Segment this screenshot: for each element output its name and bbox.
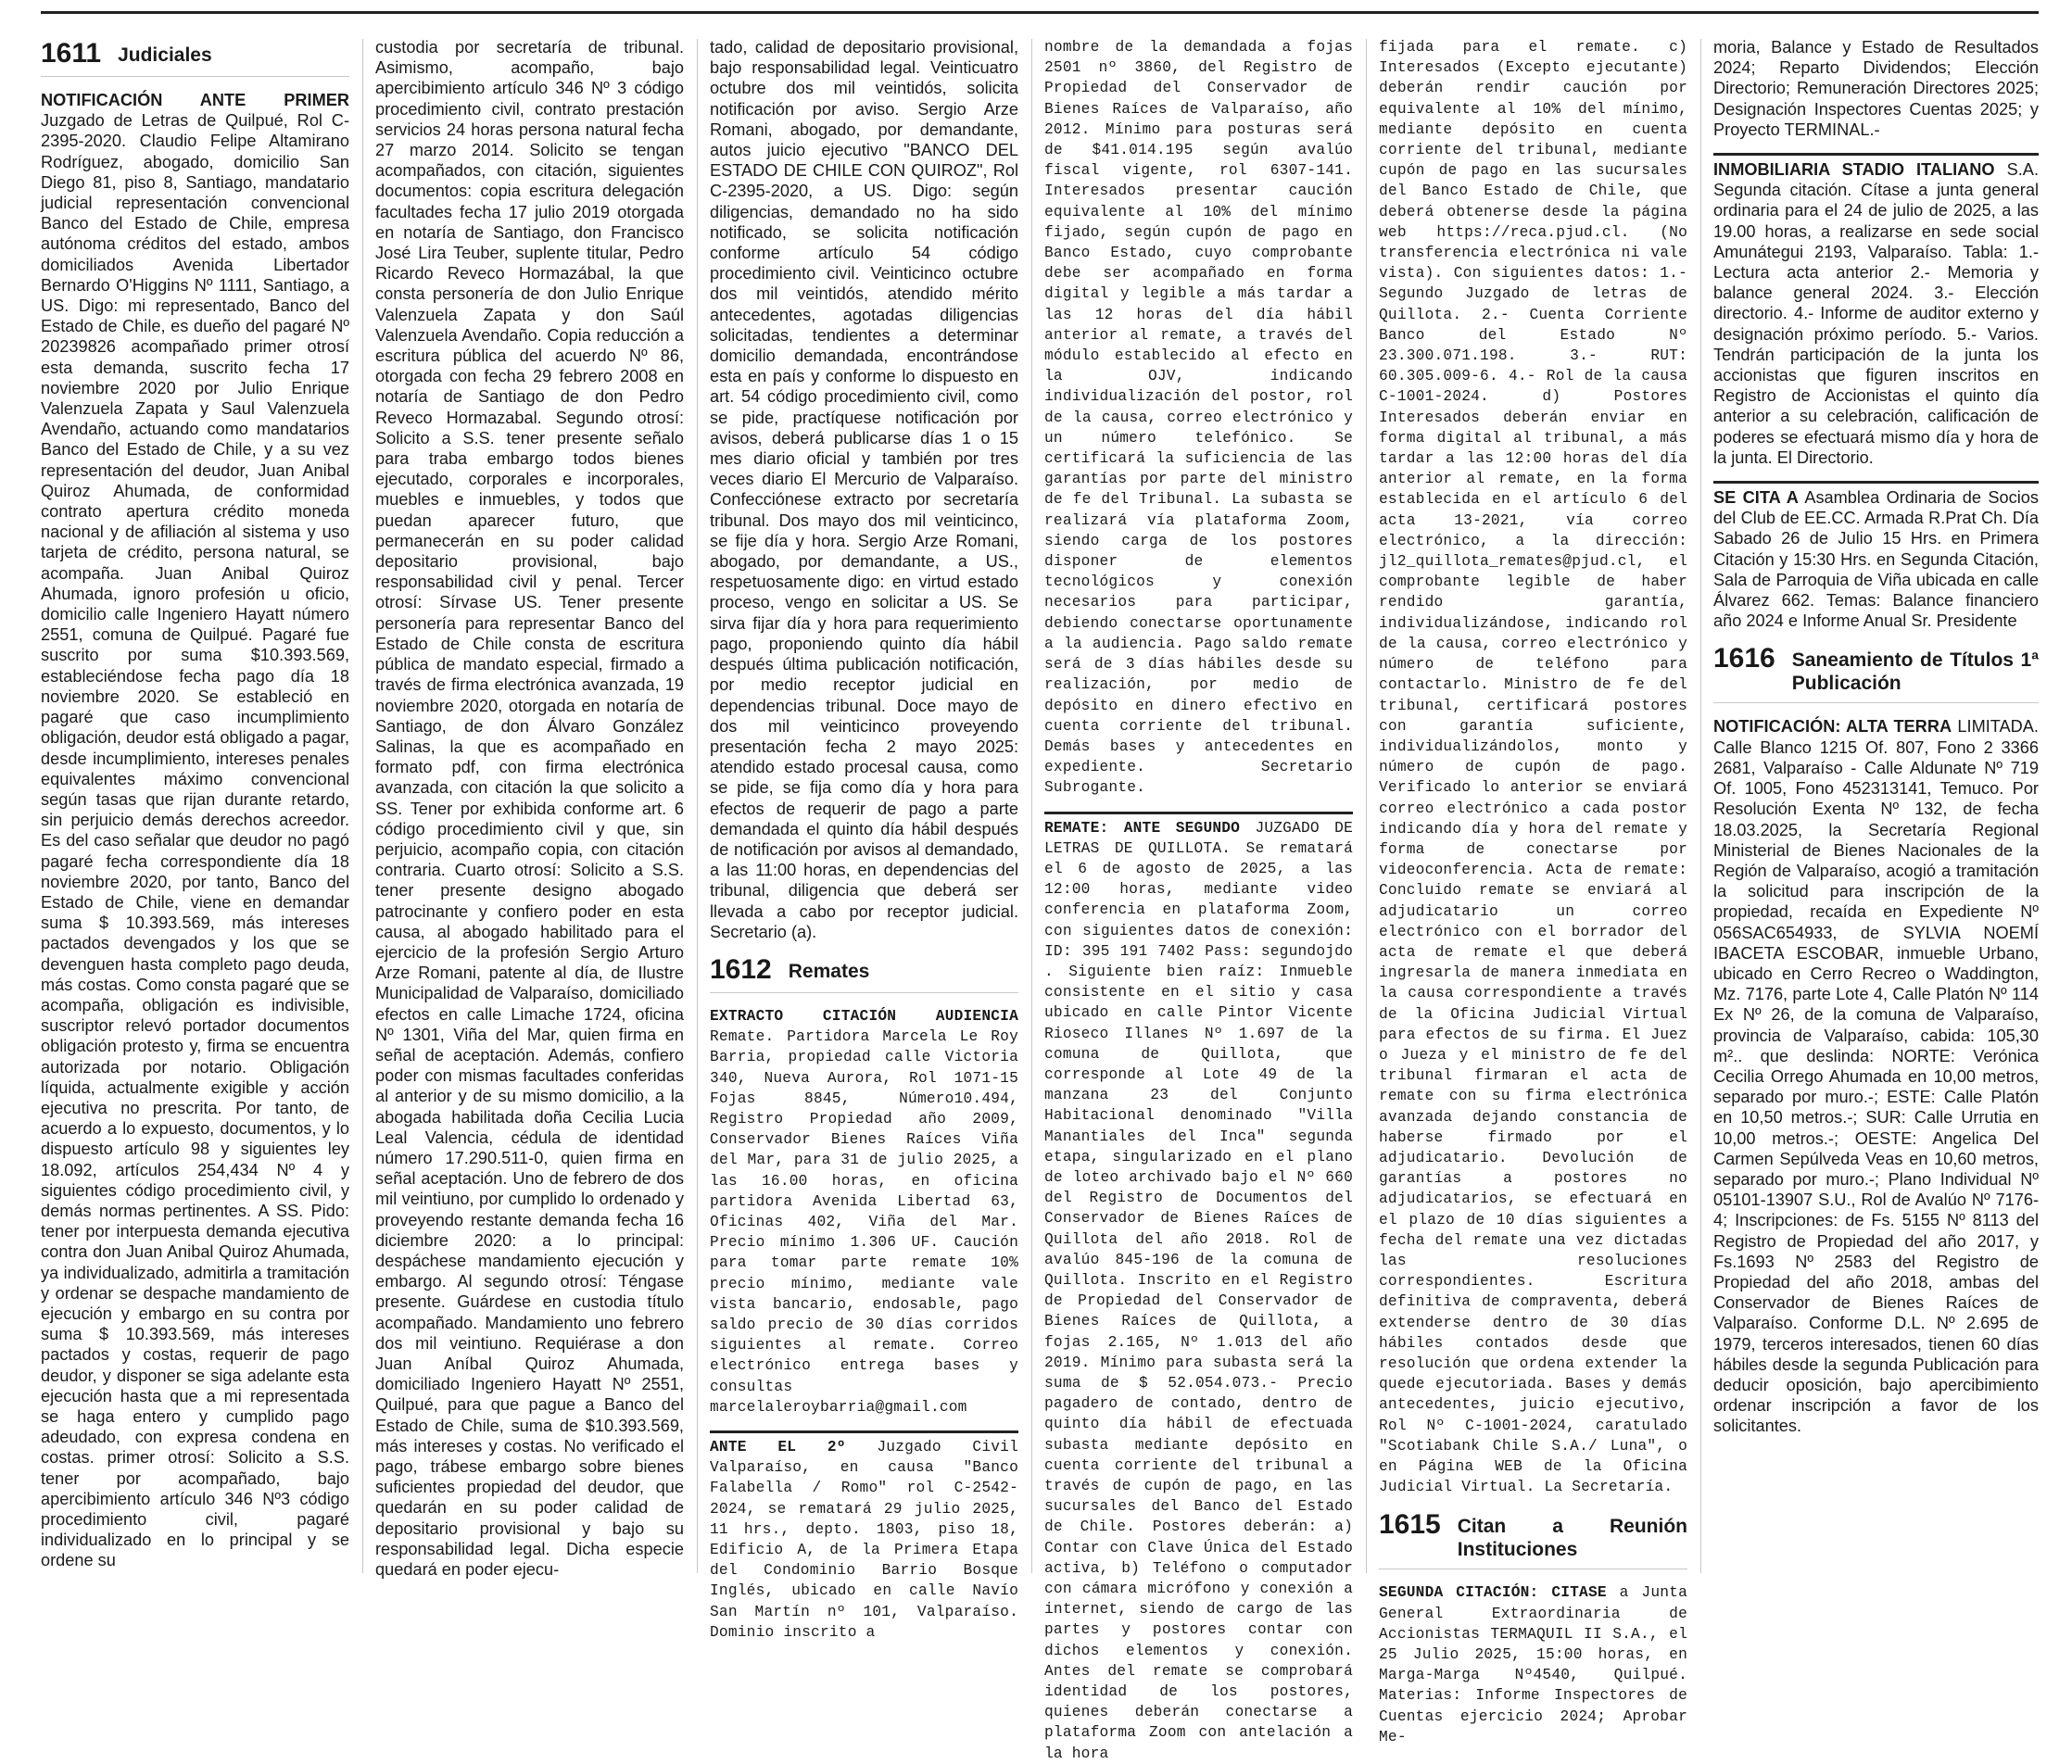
section-title: Remates xyxy=(788,960,870,982)
section-header-judiciales xyxy=(41,39,349,77)
notice-lead: SEGUNDA CITACIÓN: CITASE xyxy=(1379,1584,1607,1602)
section-header-remates xyxy=(710,955,1018,993)
notice-continuation: tado, calidad de depositario provisional, bajo responsabilidad legal. Veinticuatro octubre dos mil veintidós, solicita notificación por aviso. Sergio Arze Romani, abogado, por demandante, autos juicio ejecutivo "BANCO DEL ESTADO DE CHILE CON QUIROZ", Rol C-2395-2020, a US. Digo: según diligencias, demandado no ha sido notificado, se solicita notificación conforme artículo 54 código procedimiento civil. Veinticinco octubre dos mil veintidós, atendido mérito antecedentes, agotadas diligencias solicitadas, tendientes a determinar domicilio demandada, encontrándose esta en país y conforme lo dispuesto en art. 54 código procedimiento civil, como se pide, practíquese notificación por avisos, deberá publicarse días 1 o 15 mes diario oficial y también por tres veces diario El Mercurio de Valparaíso. Confecciónese extracto por secretaría tribunal. Dos mayo dos mil veinticinco, se fije día y hora. Sergio Arze Romani, abogado, por demandante, a US., respetuosamente digo: en virtud estado proceso, vengo en solicitar a US. Se sirva fijar día y hora para requerimiento pago, proponiendo quinto día hábil después última publicación notificación, por medio receptor judicial en dependencias tribunal. Doce mayo de dos mil veinticinco proveyendo presentación fecha 2 mayo 2025: atendido estado procesal causa, como se pide, se fija como día y hora para efectos de requerir de pago a parte demandada el quinto día hábil después de notificación por avisos al demandado, a las 11:00 horas, en dependencias del tribunal, diligencia que deberá ser llevada a cabo por receptor judicial. Secretario (a). xyxy=(710,38,1018,941)
section-title: Saneamiento de Títulos 1ª Publicación xyxy=(1791,649,2039,695)
section-number: 1616 xyxy=(1713,643,1775,674)
notice-continuation: fijada para el remate. c) Interesados (Excepto ejecutante) deberán rendir caución por equivalente al 10% del mínimo, mediante depósito en cuenta corriente del tribunal, mediante cupón de pago en las sucursales del Banco Estado de Chile, que deberá obtenerse desde la página web https://reca.pjud.cl. (No transferencia electrónica ni vale vista). Con siguientes datos: 1.- Segundo Juzgado de letras de Quillota. 2.- Cuenta Corriente Banco del Estado Nº 23.300.071.198. 3.- RUT: 60.305.009-6. 4.- Rol de la causa C-1001-2024. d) Postores Interesados deberán enviar en forma digital al tribunal, a más tardar a las 12:00 horas del día anterior al remate, en la forma establecida en el artículo 6 del acta 13-2021, vía correo electrónico, a la dirección: jl2_quillota_remates@pjud.cl, el comprobante legible de haber rendido garantía, individualizándose, indicando rol de la causa, correo electrónico y número de teléfono para contactarlo. Ministro de fe del tribunal, certificará postores con garantía suficiente, individualizándolos, monto y número de cupón de pago. Verificado lo anterior se enviará correo electrónico a cada postor indicando día y hora del remate y forma de conectarse por videoconferencia. Acta de remate: Concluido remate se enviará al adjudicatario un correo electrónico con el borrador del acta de remate el que deberá ingresarla de manera inmediata en la causa correspondiente a través de la Oficina Judicial Virtual para efectos de su firma. El Juez o Jueza y el ministro de fe del tribunal firmaran el acta de remate con su firma electrónica avanzada dejando constancia de haberse firmado por el adjudicatario. Devolución de garantías a postores no adjudicatarios, se efectuará en el plazo de 10 días siguientes a fecha del remate una vez dictadas las resoluciones correspondientes. Escritura definitiva de compraventa, deberá extenderse dentro de 30 días hábiles contados desde que resolución que ordena extender la quede ejecutoriada. Bases y demás antecedentes, juicio ejecutivo, Rol Nº C-1001-2024, caratulado "Scotiabank Chile S.A./ Luna", o en Página WEB de la Oficina Judicial Virtual. La Secretaría. xyxy=(1379,39,1687,1496)
notice-lead: ANTE EL 2º xyxy=(710,1439,846,1455)
notice-continuation: custodia por secretaría de tribunal. Asimismo, acompaño, bajo apercibimiento artículo 346 Nº 3 código procedimiento civil, contrato prestación servicios 24 horas persona natural fecha 27 marzo 2014. Solicito se tengan acompañados, con citación, siguientes documentos: copia escritura delegación facultades fecha 17 julio 2019 otorgada en notaría de Santiago, don Francisco José Lira Teuber, suplente titular, Pedro Ricardo Reveco Hormazábal, la que consta personería de don Julio Enrique Valenzuela Zapata y don Saúl Valenzuela Avendaño. Copia reducción a escritura pública del acuerdo Nº 86, otorgada con fecha 29 febrero 2008 en notaría de Santiago de don Pedro Reveco Hormazabal. Segundo otrosí: Solicito a S.S. tener presente señalo para traba embargo todos bienes ejecutado, corporales e incorporales, muebles e inmuebles, y todos que puedan aparecer futuro, que permanecerán en su poder calidad depositario provisional, bajo responsabilidad civil y penal. Tercer otrosí: Sírvase US. Tener presente personería para representar Banco del Estado de Chile consta de escritura pública de mandato especial, firmado a través de firma electrónica avanzada, 19 noviembre 2020, otorgada en notaría de Santiago, de don Álvaro González Salinas, la que es acompañado en formato pdf, con firma electrónica avanzada, con citación la que solicito a SS. Tener por exhibida conforme art. 6 código procedimiento civil y que, sin perjuicio, acompaño copia, con citación contraria. Cuarto otrosí: Solicito a S.S. tener presente designo abogado patrocinante y confiero poder en esta causa, al abogado habilitado para el ejercicio de la profesión Sergio Arturo Arze Romani, patente al día, de Ilustre Municipalidad de Valparaíso, domiciliado efectos en calle Limache 1724, oficina Nº 1301, Viña del Mar, quien firma en señal de aceptación. Además, confiero poder con mismas facultades conferidas al anterior y de su mismo domicilio, a la abogada habilitada doña Cecilia Lucia Leal Valencia, cédula de identidad número 17.290.511-0, quien firma en señal aceptación. Uno de febrero de dos mil veintiuno, por cumplido lo ordenado y proveyendo restante demanda fecha 16 diciembre 2020: a lo principal: despáchese mandamiento ejecución y embargo. Al segundo otrosí: Téngase presente. Guárdese en custodia título acompañado. Mandamiento uno febrero dos mil veintiuno. Requiérase a don Juan Aníbal Quiroz Ahumada, domiciliado Ingeniero Hayatt Nº 2551, Quilpué, para que pague a Banco del Estado de Chile, suma de $10.393.569, más intereses y costas. No verificado el pago, trábese embargo sobre bienes suficientes propiedad del deudor, que quedarán en su poder calidad de depositario provisional y bajo su responsabilidad legal. Dicha especie quedará en poder ejecu- xyxy=(375,38,684,1580)
notice-continuation: nombre de la demandada a fojas 2501 nº 3860, del Registro de Propiedad del Conservador de Bienes Raíces de Valparaíso, año 2012. Mínimo para posturas será de $41.014.195 según avalúo fiscal vigente, rol 6307-141. Interesados presentar caución equivalente al 10% del mínimo fijado, según cupón de pago en Banco Estado, cuyo comprobante debe ser acompañado en forma digital y legible a más tardar a las 12 horas del día hábil anterior al remate, a través del módulo establecido al efecto en la OJV, indicando individualización del postor, rol de la causa, correo electrónico y un número telefónico. Se certificará la suficiencia de las garantías por parte del ministro de fe del Tribunal. La subasta se realizará vía plataforma Zoom, siendo carga de los postores disponer de elementos tecnológicos y conexión necesarios para participar, debiendo conectarse oportunamente a la audiencia. Pago saldo remate será de 3 días hábiles desde su realización, por medio de depósito en dinero efectivo en cuenta corriente del tribunal. Demás bases y antecedentes en expediente. Secretario Subrogante. xyxy=(1044,39,1353,797)
notice-body: LIMITADA. Calle Blanco 1215 Of. 807, Fono 2 3366 2681, Valparaíso - Calle Aldunate Nº 719 Of. 1005, Fono 452313141, Temuco. Por Resolución Exenta Nº 132, de fecha 18.03.2025, la Secretaría Regional Ministerial de Bienes Nacionales de la Región de Valparaíso, acogió a tramitación la solicitud para inscripción de la propiedad, recaída en Expediente Nº 056SAC654933, de SYLVIA NOEMÍ IBACETA ESCOBAR, inmueble Urbano, ubicado en Cerro Recreo o Waddington, Mz. 7176, parte Lote 4, Calle Platón Nº 114 Ex Nº 26, de la comuna de Valparaíso, provincia de Valparaíso, cabida: 105,30 m².. que deslinda: NORTE: Verónica Cecilia Orrego Ahumada en 10,00 metros, separado por muro.-; ESTE: Calle Platón en 10,50 metros.-; SUR: Calle Urrutia en 10,00 metros.-; OESTE: Angelica Del Carmen Sepúlveda Veas en 10,60 metros, separado por muro.-; Plano Individual Nº 05101-13907 S.U., Rol de Avalúo Nº 7176-4; Inscripciones: de Fs. 5155 Nº 8113 del Registro de Propiedad del año 2017, y Fs.1693 Nº 2583 del Registro de Propiedad del año 2018, ambas del Conservador de Bienes Raíces de Valparaíso. Conforme D.L. Nº 2.695 de 1979, terceros interesados, tienen 60 días hábiles desde la segunda Publicación para deducir oposición, bajo apercibimiento ordenar inscripción a favor de los solicitantes. xyxy=(1713,717,2039,1436)
column-divider xyxy=(362,39,363,1573)
column-3 xyxy=(710,37,1019,1641)
section-number: 1615 xyxy=(1379,1509,1441,1541)
notice-notificacion-primer xyxy=(41,90,349,1571)
notice-body: Juzgado de Letras de Quilpué, Rol C-2395-2020. Claudio Felipe Altamirano Rodríguez, abogado, domicilio San Diego 81, piso 8, Santiago, mandatario judicial representación convencional Banco del Estado de Chile, empresa autónoma créditos del estado, ambos domiciliados Avenida Libertador Bernardo O'Higgins Nº 1111, Santiago, a US. Digo: mi representado, Banco del Estado de Chile, es dueño del pagaré Nº 20239826 acompañado primer otrosí esta demanda, suscrito fecha 17 noviembre 2020 por Julio Enrique Valenzuela Zapata y Saul Valenzuela Avendaño, actuando como mandatarios Banco del Estado de Chile, y a su vez representación del deudor, Juan Anibal Quiroz Ahumada, de conformidad contrato apertura crédito moneda nacional y de afiliación al sistema y uso tarjeta de crédito, persona natural, se acompaña. Juan Anibal Quiroz Ahumada, ignoro profesión u oficio, domicilio calle Ingeniero Hayatt número 2551, comuna de Quilpué. Pagaré fue suscrito por suma $10.393.569, estableciéndose fecha pago día 18 noviembre 2020. Se estableció en pagaré que caso incumplimiento obligación, deudor está obligado a pagar, desde incumplimiento, intereses penales equivalentes máximo convencional según tasas que rijan durante retardo, sin perjuicio demás derechos acreedor. Es del caso señalar que deudor no pagó pagaré fecha correspondiente día 18 noviembre 2020, por tanto, Banco del Estado de Chile, viene en demandar suma $ 10.393.569, más intereses pactados devengados y los que se devenguen hasta completo pago deuda, más costas. Como consta pagaré que se acompaña, obligación es indivisible, suscriptor relevó portador documentos obligación protesto y, firma se encuentra autorizada por notario. Obligación líquida, actualmente exigible y acción ejecutiva no prescrita. Por tanto, de acuerdo a lo expuesto, documentos, y lo dispuesto artículo 98 y siguientes ley 18.092, artículos 254,434 Nº 4 y siguientes código procedimiento civil, y demás normas pertinentes. A SS. Pido: tener por interpuesta demanda ejecutiva contra don Juan Anibal Quiroz Ahumada, ya individualizado, admitirla a tramitación y ordenar se despache mandamiento de ejecución y embargo en su contra por suma $ 10.393.569, más intereses pactados y costas, requerir de pago deudor, y disponer se siga adelante esta ejecución hasta que a mi representada se haga entero y cumplido pago adeudado, con expresa condena en costas. primer otrosí: Solicito a S.S. tener por acompañado, bajo apercibimiento artículo 346 Nº3 código procedimiento civil, pagaré individualizado en lo principal y se ordene su xyxy=(41,111,349,1570)
notice-lead: NOTIFICACIÓN: ALTA TERRA xyxy=(1713,717,1952,737)
notice-ante-el-2 xyxy=(710,1430,1018,1643)
notice-body: JUZGADO DE LETRAS DE QUILLOTA. Se rematará el 6 de agosto de 2025, a las 12:00 horas, mediante video conferencia en plataforma Zoom, con siguientes datos de conexión: ID: 395 191 7402 Pass: segundojdo . Siguiente bien raíz: Inmueble consistente en el sitio y casa ubicado en calle Pintor Vicente Rioseco Illanes Nº 1.697 de la comuna de Quillota, que corresponde al Lote 49 de la manzana 23 del Conjunto Habitacional denominado "Villa Manantiales del Inca" segunda etapa, singularizado en el plano de loteo archivado bajo el Nº 660 del Registro de Documentos del Conservador de Bienes Raíces de Quillota del año 2018. Rol de avalúo 845-196 de la comuna de Quillota. Inscrito en el Registro de Propiedad del Conservador de Bienes Raíces de Quillota, a fojas 2.165, Nº 1.013 del año 2019. Mínimo para subasta será la suma de $ 52.054.073.- Precio pagadero de contado, dentro de quinto día hábil de efectuada subasta mediante depósito en cuenta corriente del tribunal a través de cupón de pago, en las sucursales del Banco del Estado de Chile. Postores deberán: a) Contar con Clave Única del Estado activa, b) Teléfono o computador con cámara micrófono y conexión a internet, siendo de cargo de las partes y postores contar con dichos elementos y conexión. Antes del remate se comprobará identidad de los postores, quienes deberán conectarse a plataforma Zoom con antelación a la hora xyxy=(1044,819,1353,1762)
notice-lead: INMOBILIARIA STADIO ITALIANO xyxy=(1713,160,1995,180)
column-5 xyxy=(1379,37,1688,1745)
notice-body: Asamblea Ordinaria de Socios del Club de EE.CC. Armada R.Prat Ch. Día Sabado 26 de Julio 15 Hrs. en Primera Citación y 15:30 Hrs. en Segunda Citación, Sala de Parroquia de Viña ubicada en calle Álvarez 662. Temas: Balance financiero año 2024 e Informe Anual Sr. Presidente xyxy=(1713,488,2039,631)
newspaper-page xyxy=(41,11,2039,1762)
notice-inmobiliaria-stadio xyxy=(1713,153,2039,468)
column-2 xyxy=(375,37,684,1580)
notice-lead: SE CITA A xyxy=(1713,488,1799,508)
notice-alta-terra xyxy=(1713,716,2039,1436)
section-number: 1612 xyxy=(710,953,772,985)
section-number: 1611 xyxy=(41,38,102,69)
column-divider xyxy=(697,39,698,1573)
notice-body: S.A. Segunda citación. Cítase a junta general ordinaria para el 24 de julio de 2025, a las 19.00 horas, a realizarse en sede social Amunátegui 2193, Valparaíso. Tabla: 1.- Lectura acta anterior 2.- Memoria y balance general 2024. 3.- Elección directorio. 4.- Informe de auditor externo y designación próximo período. 5.- Varios. Tendrán participación de la junta los accionistas que figuren inscritos en Registro de Accionistas el quinto día anterior a su celebración, calificación de poderes se efectuará mismo día y hora de la junta. El Directorio. xyxy=(1713,160,2039,467)
column-divider xyxy=(1700,39,1701,1573)
notice-segunda-citacion xyxy=(1379,1582,1687,1747)
notice-body: Juzgado Civil Valparaíso, en causa "Banco Falabella / Romo" rol C-2542-2024, se rematará 29 julio 2025, 11 hrs., depto. 1803, piso 18, Edificio A, de la Primera Etapa del Condominio Barrio Bosque Inglés, ubicado en calle Navío San Martín nº 101, Valparaíso. Dominio inscrito a xyxy=(710,1439,1019,1641)
column-4 xyxy=(1044,37,1353,1762)
notice-lead: REMATE: ANTE SEGUNDO xyxy=(1044,819,1241,837)
section-title: Citan a Reunión Instituciones xyxy=(1457,1516,1687,1561)
section-title: Judiciales xyxy=(118,44,212,66)
top-rule xyxy=(41,11,2039,14)
notice-continuation: moria, Balance y Estado de Resultados 2024; Reparto Dividendos; Elección Directorio; Remuneración Directores 2025; Designación Inspectores Cuentas 2025; y Proyecto TERMINAL.- xyxy=(1713,38,2039,139)
column-divider xyxy=(1031,39,1032,1573)
column-divider xyxy=(1366,39,1367,1573)
notice-body: a Junta General Extraordinaria de Accionistas TERMAQUIL II S.A., el 25 Julio 2025, 15:00 horas, en Marga-Marga Nº4540, Quilpué. Materias: Informe Inspectores de Cuentas ejercicio 2024; Aprobar Me- xyxy=(1379,1584,1688,1745)
notice-se-cita xyxy=(1713,481,2039,631)
notice-lead: NOTIFICACIÓN ANTE PRIMER xyxy=(41,91,349,109)
column-1 xyxy=(41,37,349,1575)
notice-lead: EXTRACTO CITACIÓN AUDIENCIA xyxy=(710,1007,1018,1025)
notice-remate-segundo xyxy=(1044,812,1353,1764)
notice-body: Remate. Partidora Marcela Le Roy Barria, propiedad calle Victoria 340, Nueva Aurora, Rol 1071-15 Fojas 8845, Número10.494, Registro Propiedad año 2009, Conservador Bienes Raíces Viña del Mar, para 31 de julio 2025, a las 16.00 horas, en oficina partidora Avenida Libertad 63, Oficinas 402, Viña del Mar. Precio mínimo 1.306 UF. Caución para tomar parte remate 10% precio mínimo, mediante vale vista bancario, endosable, pago saldo precio de 30 días corridos siguientes al remate. Correo electrónico entrega bases y consultas marcelaleroybarria@gmail.com xyxy=(710,1028,1018,1416)
section-header-citan-reunion xyxy=(1379,1510,1687,1569)
column-6 xyxy=(1713,37,2039,1575)
section-header-saneamiento xyxy=(1713,644,2039,703)
notice-extracto-citacion xyxy=(710,1006,1018,1418)
